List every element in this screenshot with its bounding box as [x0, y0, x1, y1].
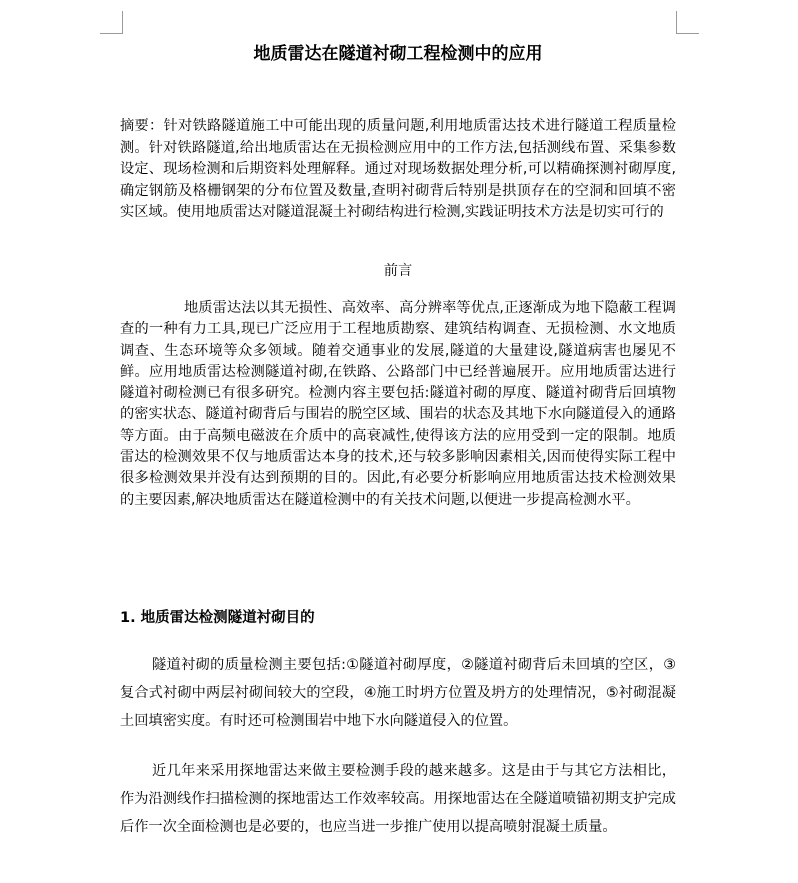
- top-left-crop-mark: [100, 11, 123, 34]
- document-title: 地质雷达在隧道衬砌工程检测中的应用: [253, 44, 543, 64]
- intro-paragraph: 地质雷达法以其无损性、高效率、高分辨率等优点,正逐渐成为地下隐蔽工程调查的一种有力工具,现已广泛应用于工程地质勘察、建筑结构调查、无损检测、水文地质调查、生态环境等众多领域。随着交通事业的发展,隧道的大量建设,隧道病害也屡见不鲜。应用地质雷达检测隧道衬砌,在铁路、公路部门中已经普遍展开。应用地质雷达进行隧道衬砌检测已有很多研究。检测内容主要包括:隧道衬砌的厚度、隧道衬砌背后回填物的密实状态、隧道衬砌背后与围岩的脱空区域、围岩的状态及其地下水向隧道侵入的通路等方面。由于高频电磁波在介质中的高衰减性,使得该方法的应用受到一定的限制。地质雷达的检测效果不仅与地质雷达本身的技术,还与较多影响因素相关,因而使得实际工程中很多检测效果并没有达到预期的目的。因此,有必要分析影响应用地质雷达技术检测效果的主要因素,解决地质雷达在隧道检测中的有关技术问题,以便进一步提高检测水平。: [120, 300, 676, 508]
- top-right-crop-mark: [676, 11, 699, 34]
- preface-heading: 前言: [383, 263, 413, 279]
- abstract-paragraph: 摘要：针对铁路隧道施工中可能出现的质量问题,利用地质雷达技术进行隧道工程质量检测。针对铁路隧道,给出地质雷达在无损检测应用中的工作方法,包括测线布置、采集参数设定、现场检测和后期资料处理解释。通过对现场数据处理分析,可以精确探测衬砌厚度,确定钢筋及格栅钢架的分布位置及数量,查明衬砌背后特别是拱顶存在的空洞和回填不密实区域。使用地质雷达对隧道混凝土衬砌结构进行检测,实践证明技术方法是切实可行的: [120, 118, 676, 220]
- section-1-paragraph-2: 近几年来采用探地雷达来做主要检测手段的越来越多。这是由于与其它方法相比，作为沿测线作扫描检测的探地雷达工作效率较高。用探地雷达在全隧道喷锚初期支护完成后作一次全面检测也是必要的，也应当进一步推广使用以提高喷射混凝土质量。: [120, 763, 676, 835]
- section-1-heading: 1. 地质雷达检测隧道衬砌目的: [120, 610, 315, 626]
- section-1-paragraph-1: 隧道衬砌的质量检测主要包括:①隧道衬砌厚度，②隧道衬砌背后未回填的空区，③复合式衬砌中两层衬砌间较大的空段，④施工时坍方位置及坍方的处理情况，⑤衬砌混凝土回填密实度。有时还可检测围岩中地下水向隧道侵入的位置。: [120, 657, 676, 729]
